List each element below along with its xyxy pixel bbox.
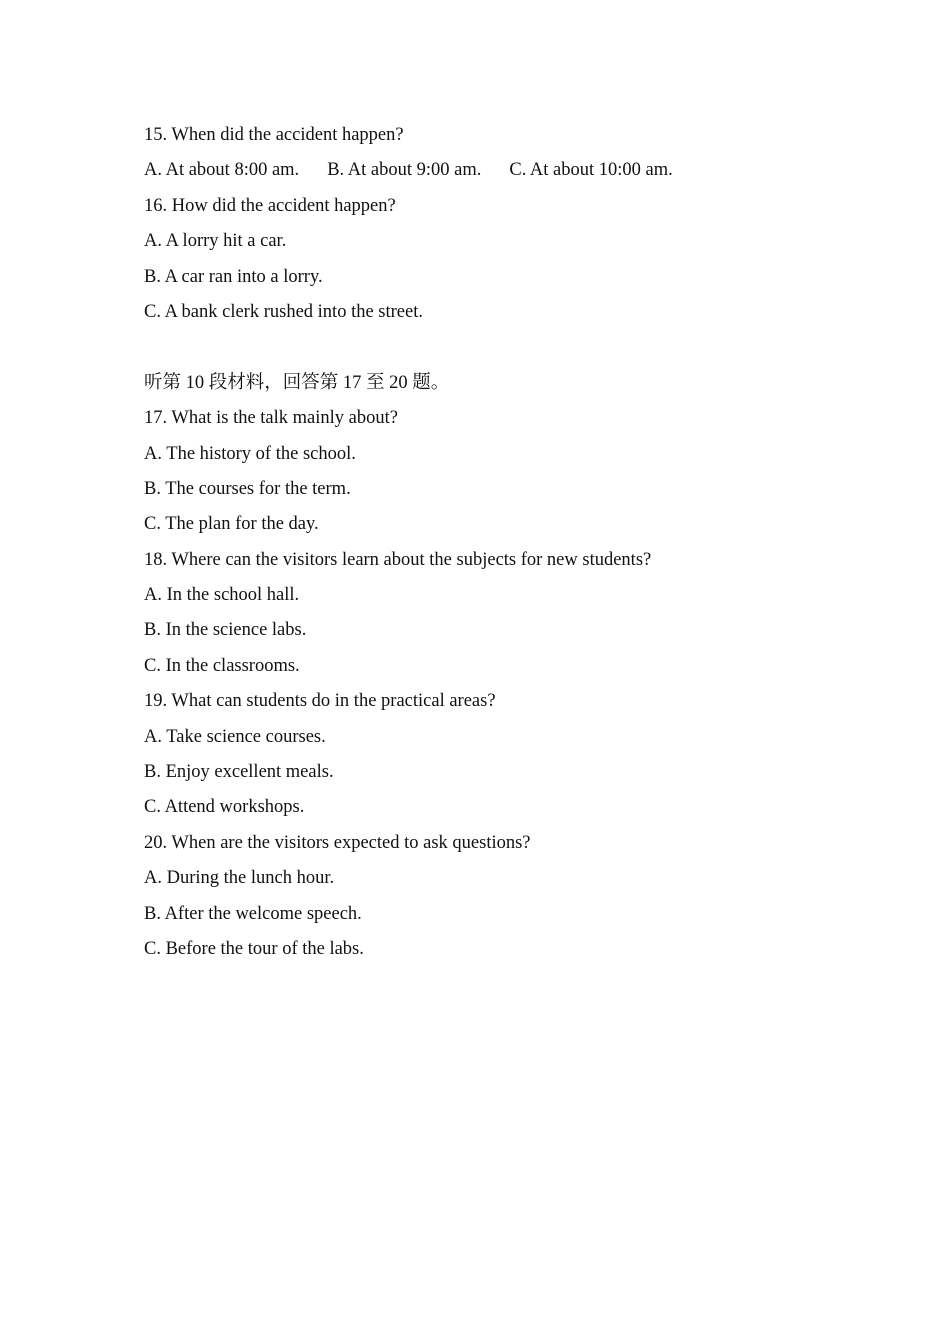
- question-19-option-b: B. Enjoy excellent meals.: [144, 762, 334, 783]
- question-15-options: [144, 153, 824, 188]
- question-18-option-a: A. In the school hall.: [144, 585, 300, 606]
- question-16-option-c: C. A bank clerk rushed into the street.: [144, 301, 423, 322]
- question-20-option-b: B. After the welcome speech.: [144, 903, 362, 924]
- question-17-option-c: C. The plan for the day.: [144, 514, 319, 535]
- question-20: 20. When are the visitors expected to ask questions?: [144, 832, 531, 853]
- question-17-option-a: A. The history of the school.: [144, 443, 356, 464]
- question-18-option-c: C. In the classrooms.: [144, 655, 300, 676]
- section-10-heading: 听第 10 段材料，回答第 17 至 20 题。: [144, 372, 450, 393]
- question-16-option-a: A. A lorry hit a car.: [144, 231, 287, 252]
- questions-content: [144, 118, 824, 967]
- question-16: 16. How did the accident happen?: [144, 195, 396, 216]
- question-15: 15. When did the accident happen?: [144, 125, 404, 145]
- question-19-option-a: A. Take science courses.: [144, 726, 326, 747]
- question-20-option-a: A. During the lunch hour.: [144, 868, 335, 889]
- question-17-option-b: B. The courses for the term.: [144, 478, 351, 499]
- section-spacer: [144, 330, 824, 365]
- question-16-option-b: B. A car ran into a lorry.: [144, 266, 323, 287]
- question-15-option-a: A. At about 8:00 am.: [144, 160, 300, 181]
- question-17: 17. What is the talk mainly about?: [144, 408, 398, 429]
- question-18: 18. Where can the visitors learn about the subjects for new students?: [144, 549, 652, 570]
- question-15-option-c: C. At about 10:00 am.: [509, 160, 673, 181]
- question-19: 19. What can students do in the practical areas?: [144, 691, 496, 712]
- question-19-option-c: C. Attend workshops.: [144, 797, 305, 818]
- question-20-option-c: C. Before the tour of the labs.: [144, 938, 364, 959]
- question-18-option-b: B. In the science labs.: [144, 620, 307, 641]
- question-15-option-b: B. At about 9:00 am.: [327, 160, 482, 181]
